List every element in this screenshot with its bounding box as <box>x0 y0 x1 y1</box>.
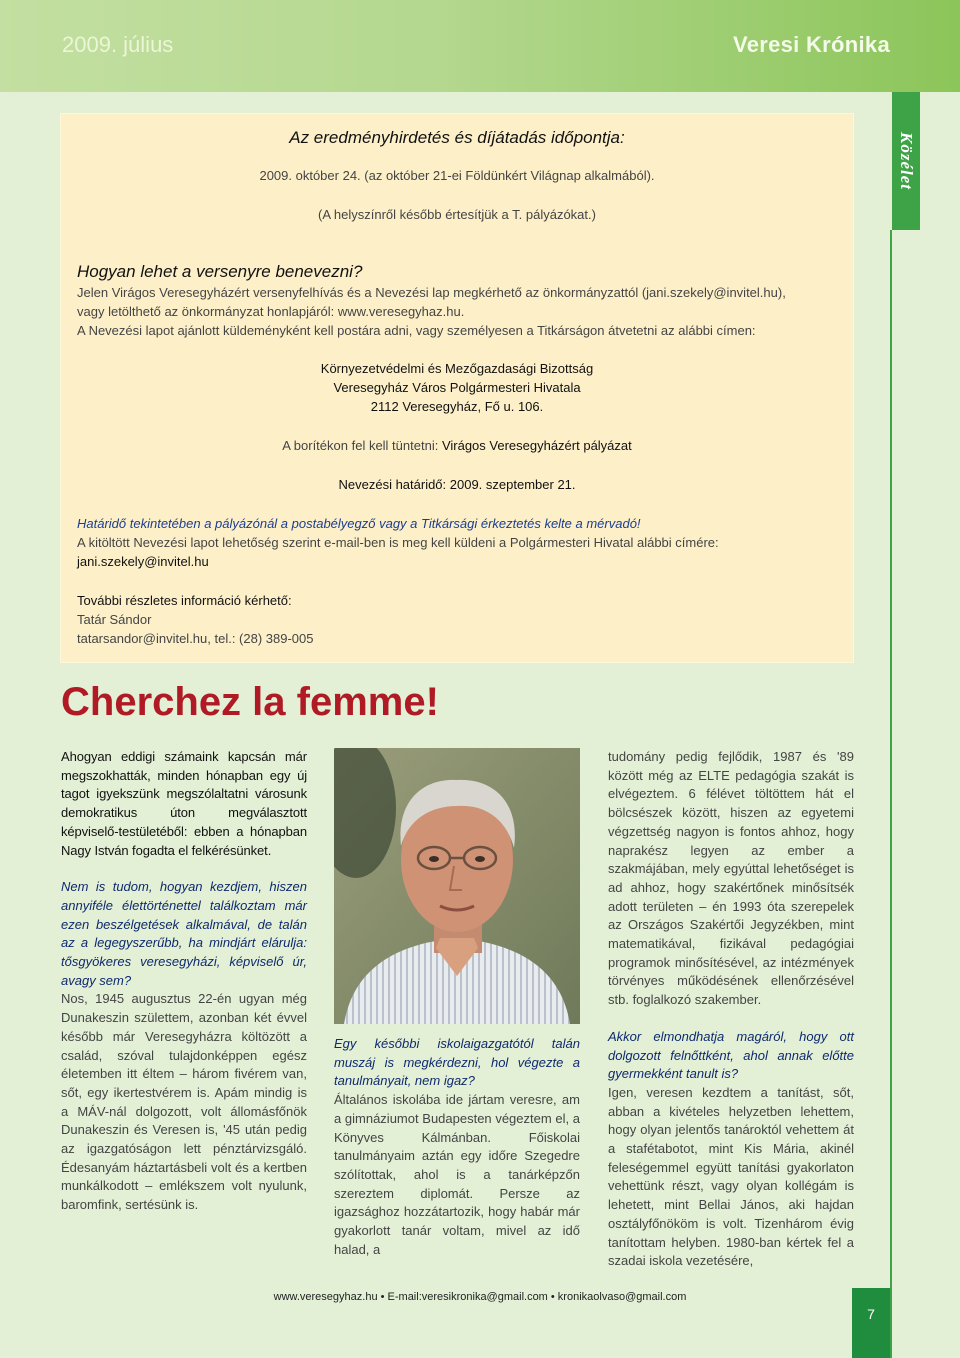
section-tab <box>892 92 920 230</box>
contact-line: tatarsandor@invitel.hu, tel.: (28) 389-005 <box>77 631 314 646</box>
margin-rule <box>890 230 892 1358</box>
section-tab-label: Közélet <box>897 132 916 190</box>
page-number-box <box>852 1288 890 1358</box>
results-note: (A helyszínről később értesítjük a T. pályázókat.) <box>318 207 596 222</box>
how-line-2: vagy letölthető az önkormányzat honlapjáról: www.veresegyhaz.hu. <box>77 304 465 319</box>
magazine-title: Veresi Krónika <box>732 32 890 57</box>
address-line-1: Környezetvédelmi és Mezőgazdasági Bizottság <box>320 361 594 376</box>
deadline: Nevezési határidő: 2009. szeptember 21. <box>338 477 576 492</box>
envelope-value: Virágos Veresegyházért pályázat <box>441 438 632 453</box>
issue-date: 2009. július <box>62 32 174 57</box>
postmark-note: Határidő tekintetében a pályázónál a postabélyegző vagy a Titkársági érkeztetés kelte a mérvadó! <box>77 516 641 531</box>
article-lead: Ahogyan eddigi számaink kapcsán már megszokhatták, minden hónapban egy új tagot igyekszünk megszólaltatni városunk demokratikus úton megválasztott képviselő-testületéből: ebben a hónapban Nagy István fogadta el felkérésünket. <box>61 749 307 858</box>
page-number: 7 <box>867 1306 875 1322</box>
results-date: 2009. október 24. (az október 21-ei Földünkért Világnap alkalmából). <box>259 168 655 183</box>
how-line-1: Jelen Virágos Veresegyházért versenyfelhívás és a Nevezési lap megkérhető az önkormányzattól (jani.szekely@invitel.hu), <box>77 285 786 300</box>
question-2: Egy későbbi iskolaigazgatótól talán muszáj is megkérdezni, hol végezte a tanulmányait, nem igaz? <box>334 1036 580 1089</box>
envelope-line <box>61 438 853 453</box>
portrait-photo <box>334 748 580 1024</box>
answer-1: Nos, 1945 augusztus 22-én ugyan még Dunakeszin születtem, azonban két évvel később már Veresegyházra költözött a család, szóval tulajdonképpen egész életemben itt éltem – három fivérem van, sőt, egy ikertestvérem is. Apám mindig is a MÁV-nál dolgozott, volt állomásfőnök Dunakeszin és Veresen is, '45 után pedig az igazgatóságon lett pénztárvizsgáló. Édesanyám háztartásbeli volt és a kertben munkálkodott – emlékszem volt nyulunk, baromfink, sertésünk is. <box>61 991 307 1213</box>
how-line-3: A Nevezési lapot ajánlott küldeményként kell postára adni, vagy személyesen a Titkárságon átvetetni az alábbi címen: <box>77 323 756 338</box>
footer-contacts: www.veresegyhaz.hu • E-mail:veresikronika@gmail.com • kronikaolvaso@gmail.com <box>273 1291 687 1303</box>
column-1 <box>61 748 307 1215</box>
column-3 <box>608 748 854 1271</box>
portrait-illustration <box>334 748 580 1024</box>
email-note: A kitöltött Nevezési lapot lehetőség szerint e-mail-ben is meg kell küldeni a Polgármesteri Hivatal alábbi címére: <box>77 535 719 550</box>
how-title: Hogyan lehet a versenyre benevezni? <box>77 262 363 281</box>
results-title: Az eredményhirdetés és díjátadás időpontja: <box>289 128 625 147</box>
answer-2: Általános iskolába ide jártam veresre, am a gimnáziumot Budapesten végeztem el, a Könyves Kálmánban. Főiskolai tanulmányaim aztán egy időre Szegedre szólítottak, ahol is a tanárképzőn szereztem diplomát. Persze az igazsághoz hozzátartozik, hogy habár már gyakorlott tanár voltam, mivel az idő halad, a <box>334 1092 580 1257</box>
header-band <box>0 0 960 92</box>
envelope-prefix: A borítékon fel kell tüntetni: <box>282 438 442 453</box>
address-line-2: Veresegyház Város Polgármesteri Hivatala <box>333 380 581 395</box>
question-1: Nem is tudom, hogyan kezdjem, hiszen annyiféle élettörténettel találkoztam már ezen beszélgetések alkalmával, de talán az a legegyszerűbb, ha mindjárt elárulja: tősgyökeres veresegyházi, képviselő úr, avagy sem? <box>61 879 307 988</box>
question-3: Akkor elmondhatja magáról, hogy ott dolgozott felnőttként, ahol annak előtte gyermekként tanult is? <box>608 1028 854 1082</box>
answer-continued: tudomány pedig fejlődik, 1987 és '89 között még az ELTE pedagógia szakát is elvégeztem. 6 félévet töltöttem hát el bölcsészek között, hiszen az egyetemi végzettség nagyon is fontos ahhoz, hogy naprakész legyen az ember a szakmájában, mely egyúttal lehetőséget is ad ahhoz, hogy szakértőnek minősítsék adott területen – én 1993 óta szerepelek az Országos Szakértői Jegyzékben, mint matematikával, fizikával pedagógiai programok minősítésével, az intézmények törvényes működésének ellenőrzésével stb. foglalkozó szakember. <box>608 749 854 1008</box>
column-2 <box>334 1035 580 1259</box>
email-link[interactable]: jani.szekely@invitel.hu <box>77 554 209 569</box>
address-line-3: 2112 Veresegyház, Fő u. 106. <box>370 399 544 414</box>
info-title: További részletes információ kérhető: <box>77 593 292 608</box>
answer-3: Igen, veresen kezdtem a tanítást, sőt, abban a kivételes helyzetben lehettem, hogy olyan jelentős tanároktól vehettem át a stafétabotot, mint Kis Mária, akinél feleségemmel együtt tanítási gyakorlaton vehettünk részt, vagy olyan kollégám is lehetett, mint Bellai János, aki hajdan osztályfőnököm is volt. Tizenhárom évig tanítottam helyben. 1980-ban kértek fel a szadai iskola vezetésére, <box>608 1084 854 1269</box>
contact-name: Tatár Sándor <box>77 612 152 627</box>
announcement-box <box>60 113 854 663</box>
article-title: Cherchez la femme! <box>61 680 439 724</box>
